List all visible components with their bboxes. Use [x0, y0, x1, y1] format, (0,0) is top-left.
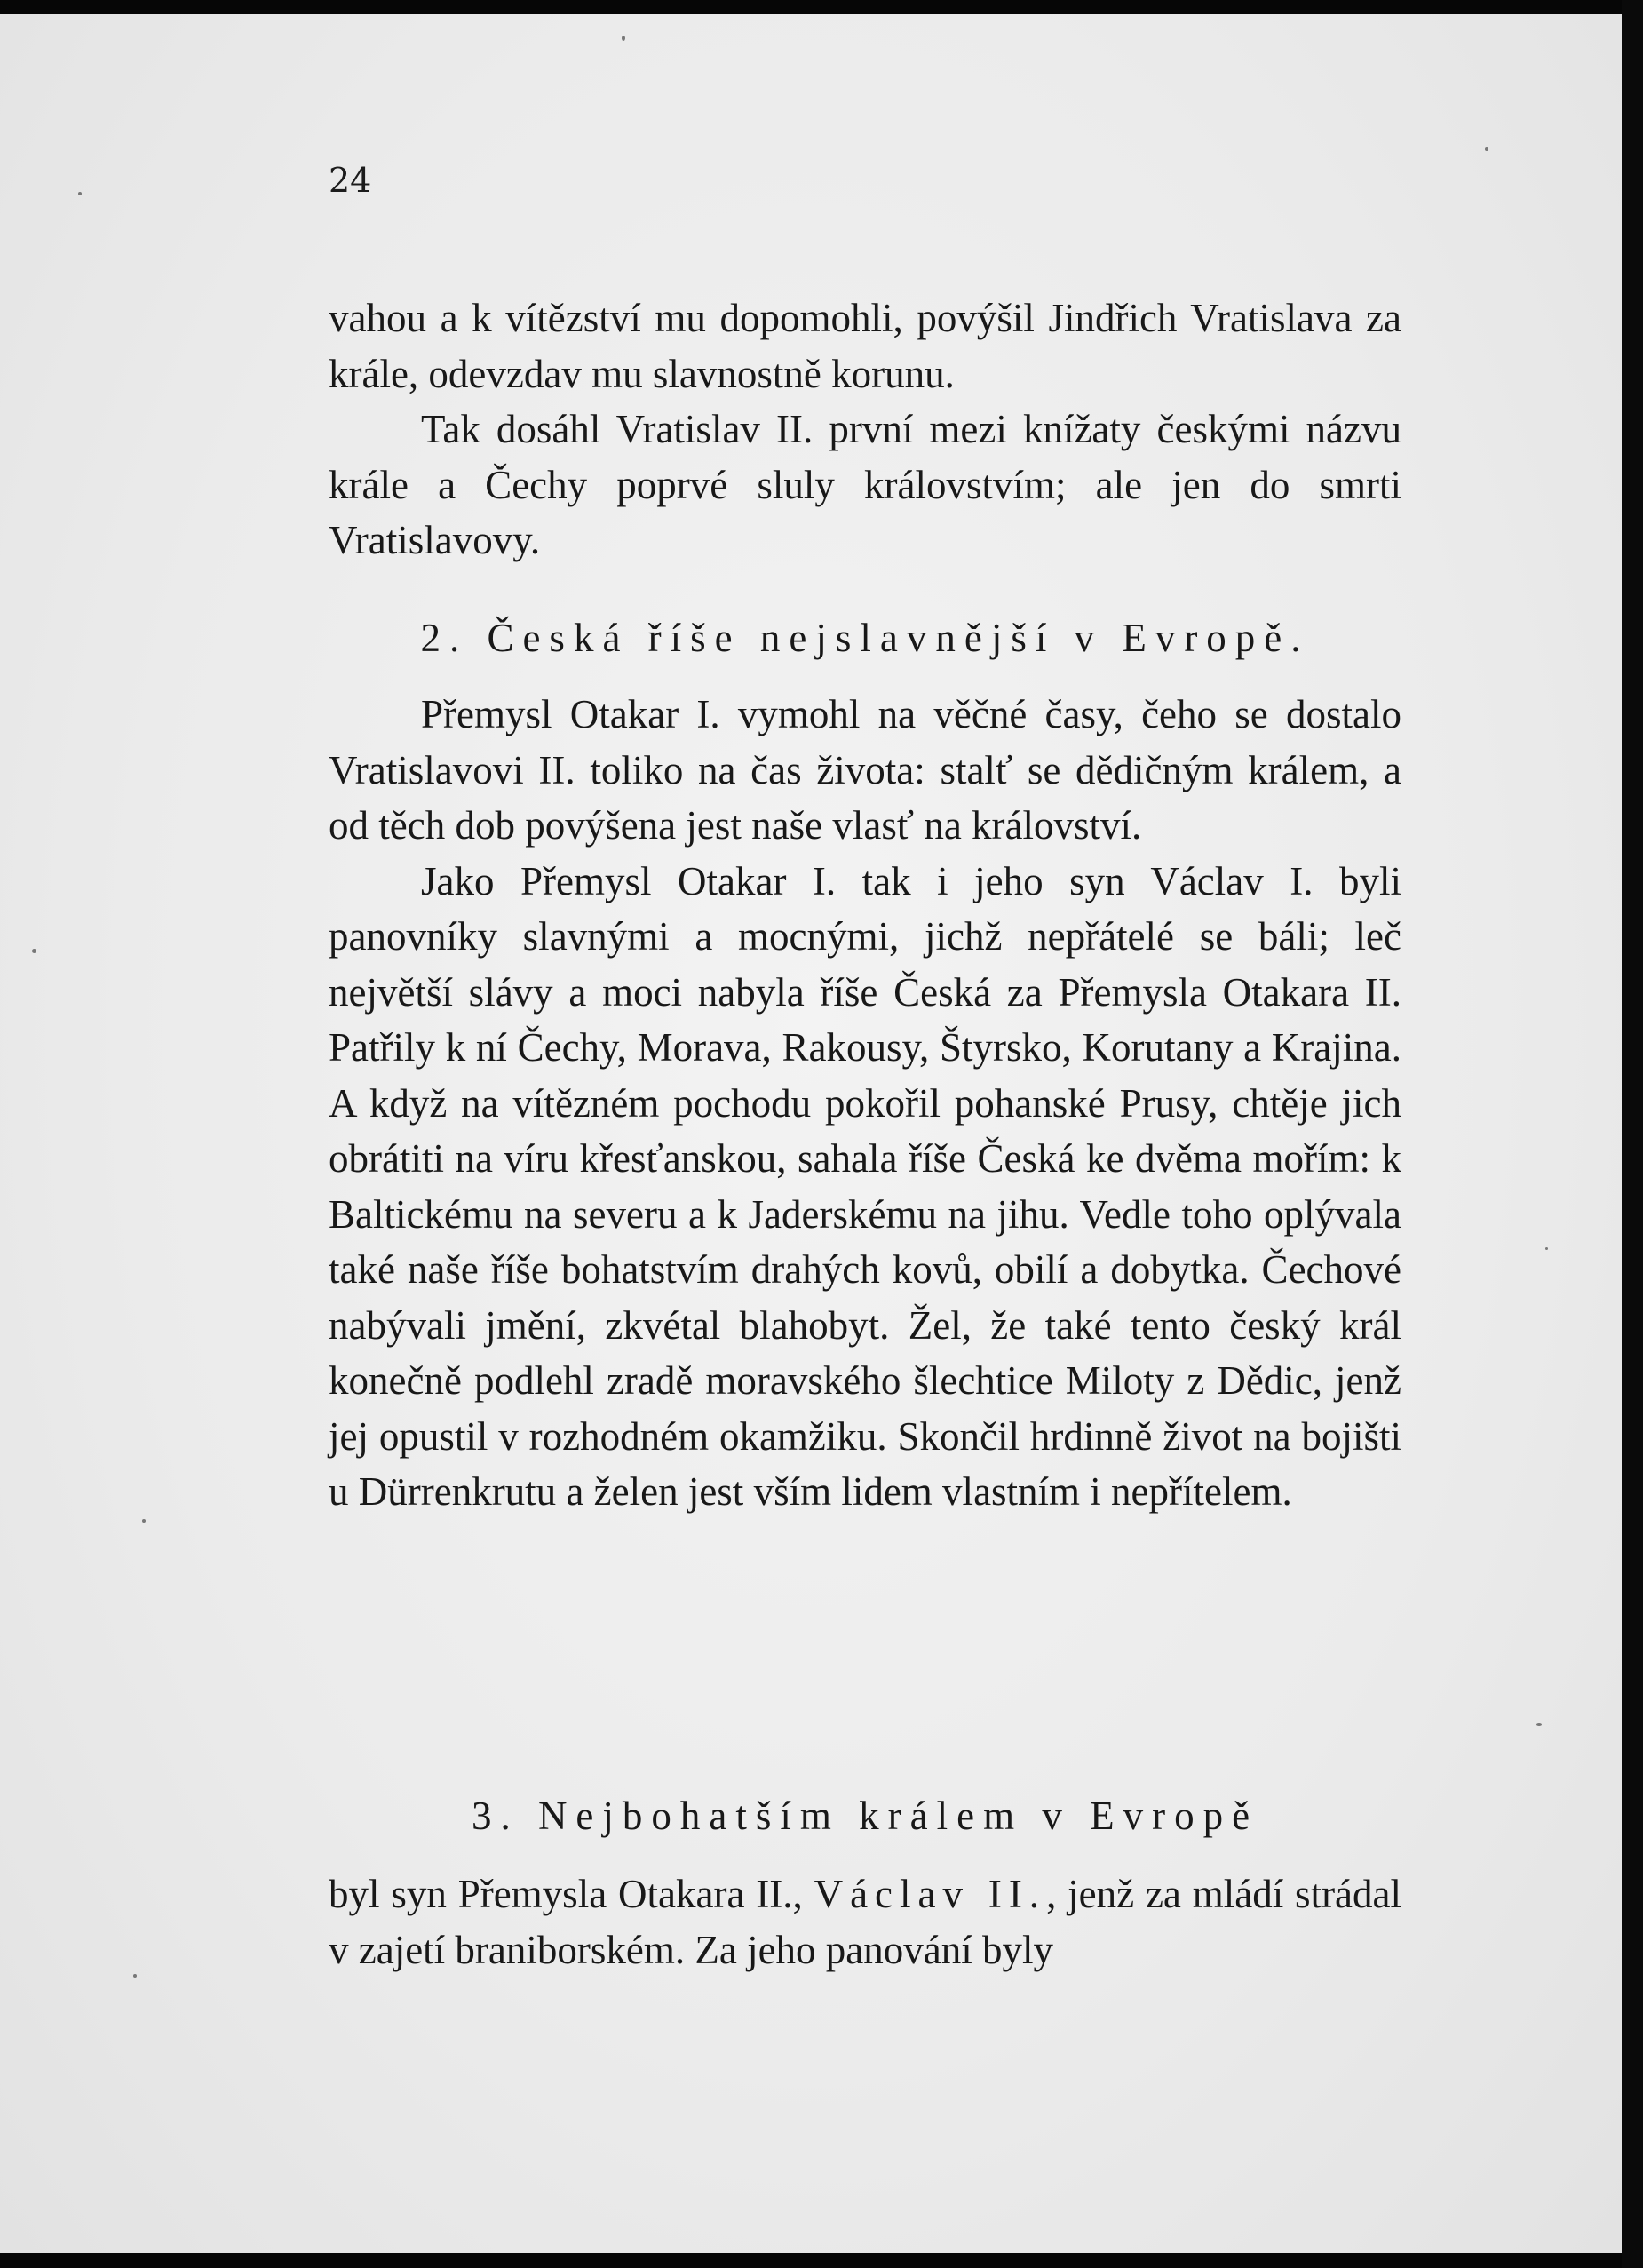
- scan-speck: [1545, 1247, 1548, 1250]
- section-2-paragraph-2: Jako Přemysl Otakar I. tak i jeho syn Václav I. byli panovníky slavnými a mocnými, jichž nepřátelé se báli; leč největší slávy a moci nabyla říše Česká za Přemysla Otakara II. Patřily k ní Čechy, Morava, Rakousy, Štyrsko, Korutany a Krajina. A když na vítězném pochodu pokořil pohanské Prusy, chtěje jich obrátiti na víru křesťanskou, sahala říše Česká ke dvěma mořím: k Baltickému na severu a k Jaderskému na jihu. Vedle toho oplývala také naše říše bohatstvím drahých kovů, obilí a dobytka. Čechové nabývali jmění, zkvétal blahobyt. Žel, že také tento český král konečně podlehl zradě moravského šlechtice Miloty z Dědic, jenž jej opustil v rozhodném okamžiku. Skončil hrdinně život na bojišti u Dürrenkrutu a želen jest vším lidem vlastním i nepřítelem.: [329, 858, 1401, 1514]
- section-1-text: [329, 290, 1401, 569]
- section-3-text-start: byl syn Přemysla Otakara II.,: [329, 1872, 803, 1916]
- scan-speck: [1536, 1723, 1542, 1726]
- scan-speck: [78, 192, 82, 195]
- section-3-heading: 3. Nejbohatším králem v Evropě: [471, 1794, 1259, 1838]
- scan-speck: [622, 36, 625, 41]
- section-3-text: [329, 1866, 1401, 1978]
- page-edge-shadow: [1622, 0, 1643, 2268]
- scan-speck: [142, 1519, 146, 1523]
- page-number: 24: [329, 161, 372, 200]
- section-2-paragraph-1: Přemysl Otakar I. vymohl na věčné časy, čeho se dostalo Vratislavovi II. toliko na čas života: stalť se dědičným králem, a od těch dob povýšena jest naše vlasť na království.: [329, 692, 1401, 848]
- section-1-paragraph-1: vahou a k vítězství mu dopomohli, povýšil Jindřich Vratislava za krále, odevzdav mu slavnostně korunu.: [329, 296, 1401, 396]
- section-1-paragraph-2: Tak dosáhl Vratislav II. první mezi knížaty českými názvu krále a Čechy poprvé sluly královstvím; ale jen do smrti Vratislavovy.: [329, 407, 1401, 562]
- scan-speck: [1485, 147, 1488, 151]
- section-3-paragraph-1: [329, 1866, 1401, 1978]
- section-2-heading: 2. Česká říše nejslavnější v Evropě.: [420, 616, 1310, 660]
- scan-speck: [133, 1974, 137, 1978]
- section-3-text-end: , jenž za mládí strádal v zajetí braniborském. Za jeho panování byly: [329, 1872, 1401, 1972]
- scan-speck: [32, 949, 36, 953]
- book-page: [0, 14, 1622, 2253]
- section-2-text: [329, 687, 1401, 1520]
- king-name-spaced: Václav II.: [814, 1872, 1047, 1916]
